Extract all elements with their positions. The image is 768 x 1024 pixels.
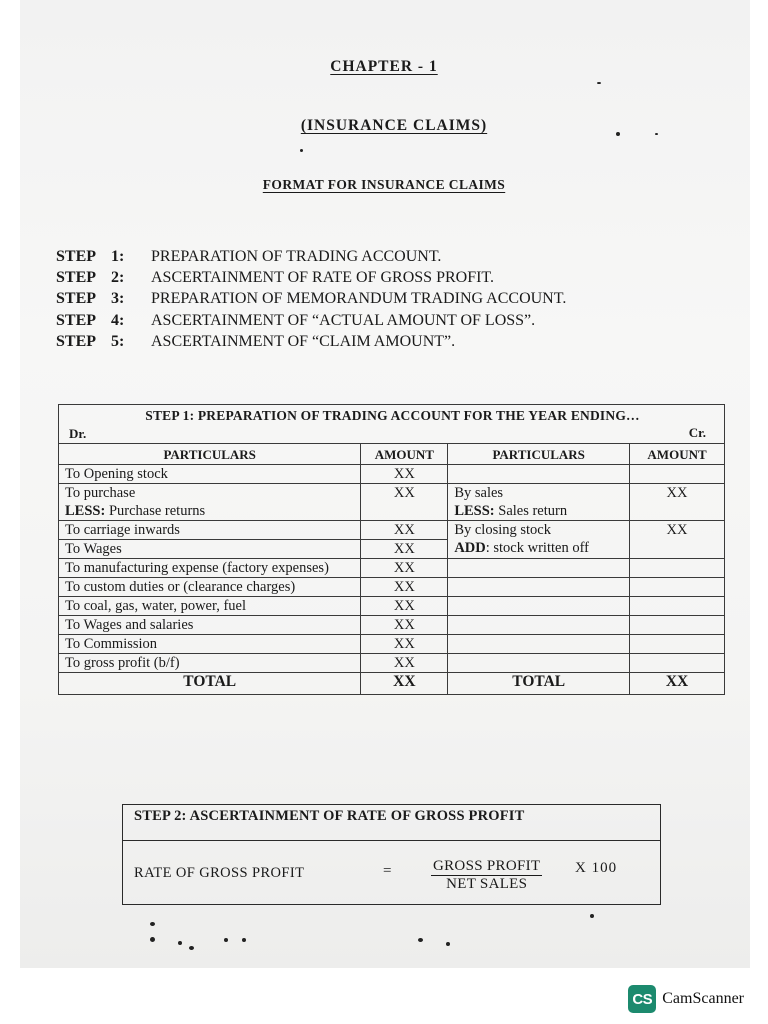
total-amount: XX <box>361 673 448 695</box>
debit-amount: XX <box>361 578 448 597</box>
scan-speck <box>300 149 303 152</box>
debit-item: To coal, gas, water, power, fuel <box>59 597 361 616</box>
debit-amount: XX <box>361 465 448 484</box>
scan-speck <box>242 938 246 942</box>
credit-amount <box>630 654 725 673</box>
table-row <box>59 616 725 635</box>
fraction-denominator: NET SALES <box>446 876 528 892</box>
scan-speck <box>189 946 194 950</box>
total-label: TOTAL <box>59 673 361 695</box>
debit-item: To Commission <box>59 635 361 654</box>
debit-item: To custom duties or (clearance charges) <box>59 578 361 597</box>
table-row <box>59 521 725 540</box>
debit-item: To purchase LESS: Purchase returns <box>59 484 361 521</box>
fraction-numerator: GROSS PROFIT <box>433 858 541 874</box>
credit-amount <box>630 597 725 616</box>
chapter-heading: CHAPTER - 1 <box>330 58 438 75</box>
credit-item <box>448 616 630 635</box>
scan-speck <box>150 937 155 942</box>
debit-item: To gross profit (b/f) <box>59 654 361 673</box>
subject-heading: (INSURANCE CLAIMS) <box>300 117 488 134</box>
camscanner-logo-icon: CS <box>628 985 656 1013</box>
credit-amount: XX <box>630 484 725 521</box>
table-row <box>59 465 725 484</box>
scan-speck <box>616 132 620 136</box>
debit-amount: XX <box>361 540 448 559</box>
credit-amount <box>630 559 725 578</box>
step-item: STEP 3: PREPARATION OF MEMORANDUM TRADING ACCOUNT. <box>56 290 567 308</box>
debit-amount: XX <box>361 521 448 540</box>
table-caption <box>59 405 725 444</box>
table-row <box>59 484 725 521</box>
credit-item <box>448 635 630 654</box>
scan-speck <box>655 133 658 135</box>
column-header: AMOUNT <box>630 444 725 465</box>
debit-amount: XX <box>361 654 448 673</box>
credit-amount <box>630 578 725 597</box>
total-amount: XX <box>630 673 725 695</box>
scan-speck <box>446 942 450 946</box>
step-item: STEP 5: ASCERTAINMENT OF “CLAIM AMOUNT”. <box>56 332 456 350</box>
credit-item <box>448 559 630 578</box>
step-item: STEP 4: ASCERTAINMENT OF “ACTUAL AMOUNT OF LOSS”. <box>56 311 536 329</box>
formula-box-title: STEP 2: ASCERTAINMENT OF RATE OF GROSS PROFIT <box>123 805 660 841</box>
trading-account-table <box>58 404 725 695</box>
column-header: PARTICULARS <box>59 444 361 465</box>
total-row <box>59 673 725 695</box>
total-label: TOTAL <box>448 673 630 695</box>
table-row <box>59 597 725 616</box>
camscanner-label: CamScanner <box>662 990 744 1007</box>
credit-item <box>448 597 630 616</box>
table-title: STEP 1: PREPARATION OF TRADING ACCOUNT FOR THE YEAR ENDING… <box>145 408 640 423</box>
debit-amount: XX <box>361 597 448 616</box>
debit-amount: XX <box>361 484 448 521</box>
credit-amount: XX <box>630 521 725 559</box>
debit-amount: XX <box>361 635 448 654</box>
debit-label: Dr. <box>69 426 87 441</box>
credit-item <box>448 578 630 597</box>
formula-fraction <box>431 858 542 893</box>
table-header-row <box>59 444 725 465</box>
scan-speck <box>590 914 594 918</box>
credit-label: Cr. <box>688 425 706 440</box>
table-row <box>59 654 725 673</box>
scan-speck <box>224 938 228 942</box>
credit-amount <box>630 465 725 484</box>
step-item: STEP 1: PREPARATION OF TRADING ACCOUNT. <box>56 248 442 265</box>
scan-speck <box>178 941 182 945</box>
credit-item <box>448 654 630 673</box>
credit-item <box>448 465 630 484</box>
scan-speck <box>150 922 155 926</box>
debit-item: To Opening stock <box>59 465 361 484</box>
step-item: STEP 2: ASCERTAINMENT OF RATE OF GROSS PROFIT. <box>56 269 494 287</box>
formula-multiplier: X 100 <box>575 860 618 876</box>
debit-item: To Wages and salaries <box>59 616 361 635</box>
scan-speck <box>597 82 601 84</box>
formula-lhs: RATE OF GROSS PROFIT <box>134 865 305 881</box>
format-heading: FORMAT FOR INSURANCE CLAIMS <box>262 177 506 192</box>
table-row <box>59 578 725 597</box>
scan-speck <box>418 938 423 942</box>
debit-amount: XX <box>361 559 448 578</box>
credit-item: By closing stock ADD: stock written off <box>448 521 630 559</box>
debit-amount: XX <box>361 616 448 635</box>
column-header: AMOUNT <box>361 444 448 465</box>
camscanner-watermark <box>628 985 744 1013</box>
gross-profit-formula-box <box>122 804 661 905</box>
credit-amount <box>630 635 725 654</box>
table-row <box>59 559 725 578</box>
credit-item: By sales LESS: Sales return <box>448 484 630 521</box>
debit-item: To Wages <box>59 540 361 559</box>
equals-sign: = <box>383 863 392 879</box>
steps-list <box>56 246 566 352</box>
debit-item: To carriage inwards <box>59 521 361 540</box>
table-row <box>59 635 725 654</box>
column-header: PARTICULARS <box>448 444 630 465</box>
credit-amount <box>630 616 725 635</box>
debit-item: To manufacturing expense (factory expenses) <box>59 559 361 578</box>
